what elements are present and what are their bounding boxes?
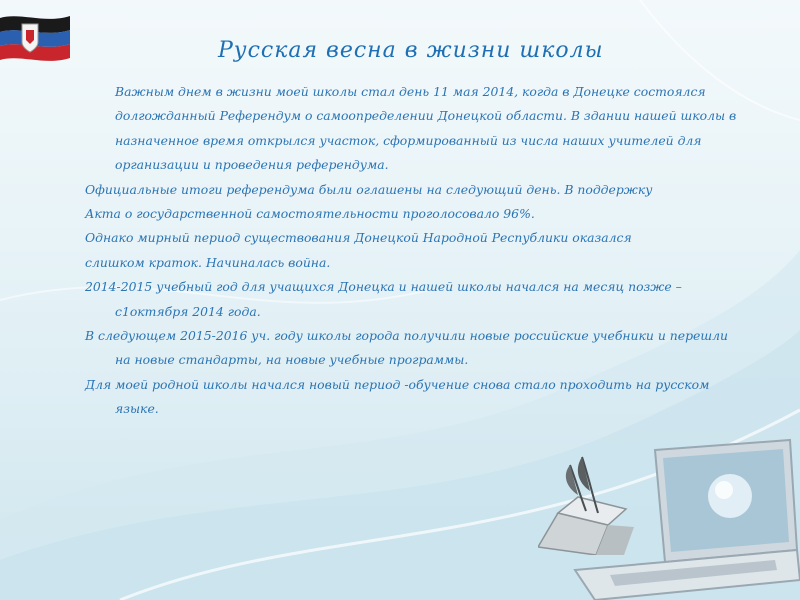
paragraph: 2014-2015 учебный год для учащихся Донецка и нашей школы начался на месяц позже – с1октября 2014 года. bbox=[85, 279, 682, 319]
paragraph: Акта о государственной самостоятельности проголосовало 96%. bbox=[85, 206, 535, 222]
open-book-quill-icon bbox=[538, 455, 668, 559]
paragraph: Официальные итоги референдума были оглашены на следующий день. В поддержку bbox=[85, 181, 653, 197]
paragraph: Однако мирный период существования Донецкой Народной Республики оказался bbox=[85, 230, 632, 246]
slide-body bbox=[85, 80, 745, 422]
paragraph: слишком краток. Начиналась война. bbox=[85, 254, 331, 270]
paragraph: Важным днем в жизни моей школы стал день 11 мая 2014, когда в Донецке состоялся долгожданный Референдум о самоопределении Донецкой области. В здании нашей школы в назначенное время открылся участок, сформированный из числа наших учителей для организации и проведения референдума. bbox=[115, 84, 737, 173]
paragraph: Для моей родной школы начался новый период -обучение снова стало проходить на русском языке. bbox=[85, 376, 710, 417]
dpr-flag-emblem-icon bbox=[0, 12, 70, 66]
paragraph: В следующем 2015-2016 уч. году школы города получили новые российские учебники и перешли на новые стандарты, на новые учебные программы. bbox=[85, 328, 728, 368]
slide-title: Русская весна в жизни школы bbox=[218, 38, 604, 63]
